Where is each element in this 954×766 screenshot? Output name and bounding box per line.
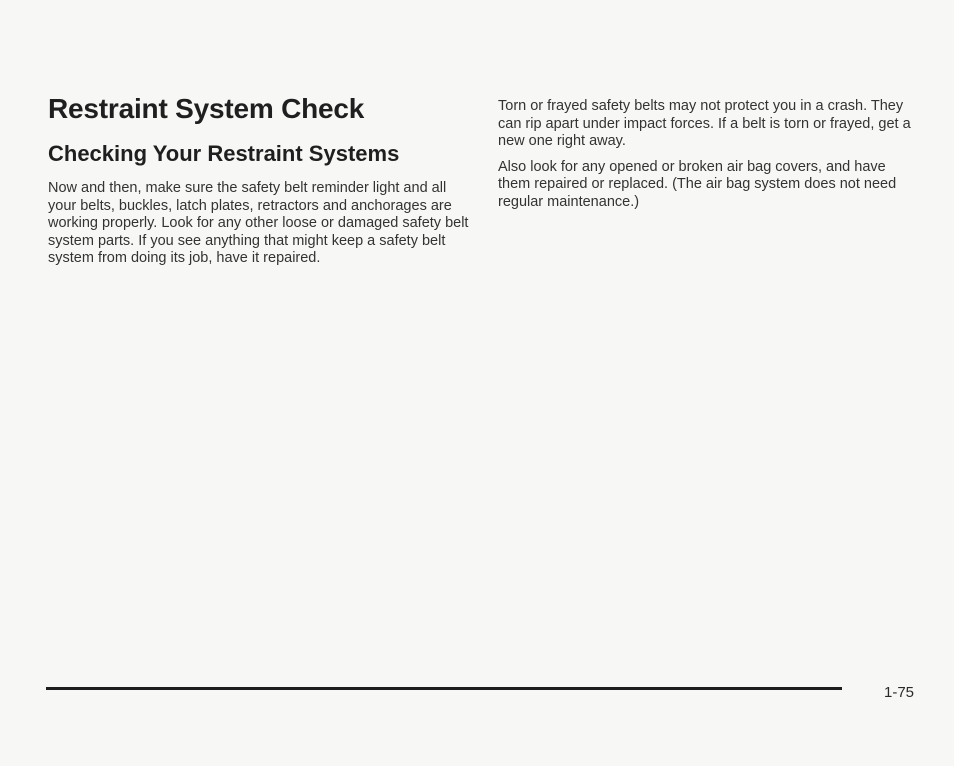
footer-divider [46, 687, 842, 690]
right-column [498, 98, 918, 211]
page-number: 1-75 [884, 684, 915, 701]
left-column [48, 92, 478, 268]
section-title: Restraint System Check [48, 93, 365, 124]
subsection-title: Checking Your Restraint Systems [48, 141, 400, 166]
body-paragraph-3: Also look for any opened or broken air bag covers, and have them repaired or replaced. (The air bag system does not need regular maintenance.) [498, 158, 897, 210]
body-paragraph-1: Now and then, make sure the safety belt reminder light and all your belts, buckles, latch plates, retractors and anchorages are working properly. Look for any other loose or damaged safety belt system parts. If you see anything that might keep a safety belt system from doing its job, have it repaired. [48, 180, 469, 266]
body-paragraph-2: Torn or frayed safety belts may not protect you in a crash. They can rip apart under impact forces. If a belt is torn or frayed, get a new one right away. [498, 98, 911, 149]
